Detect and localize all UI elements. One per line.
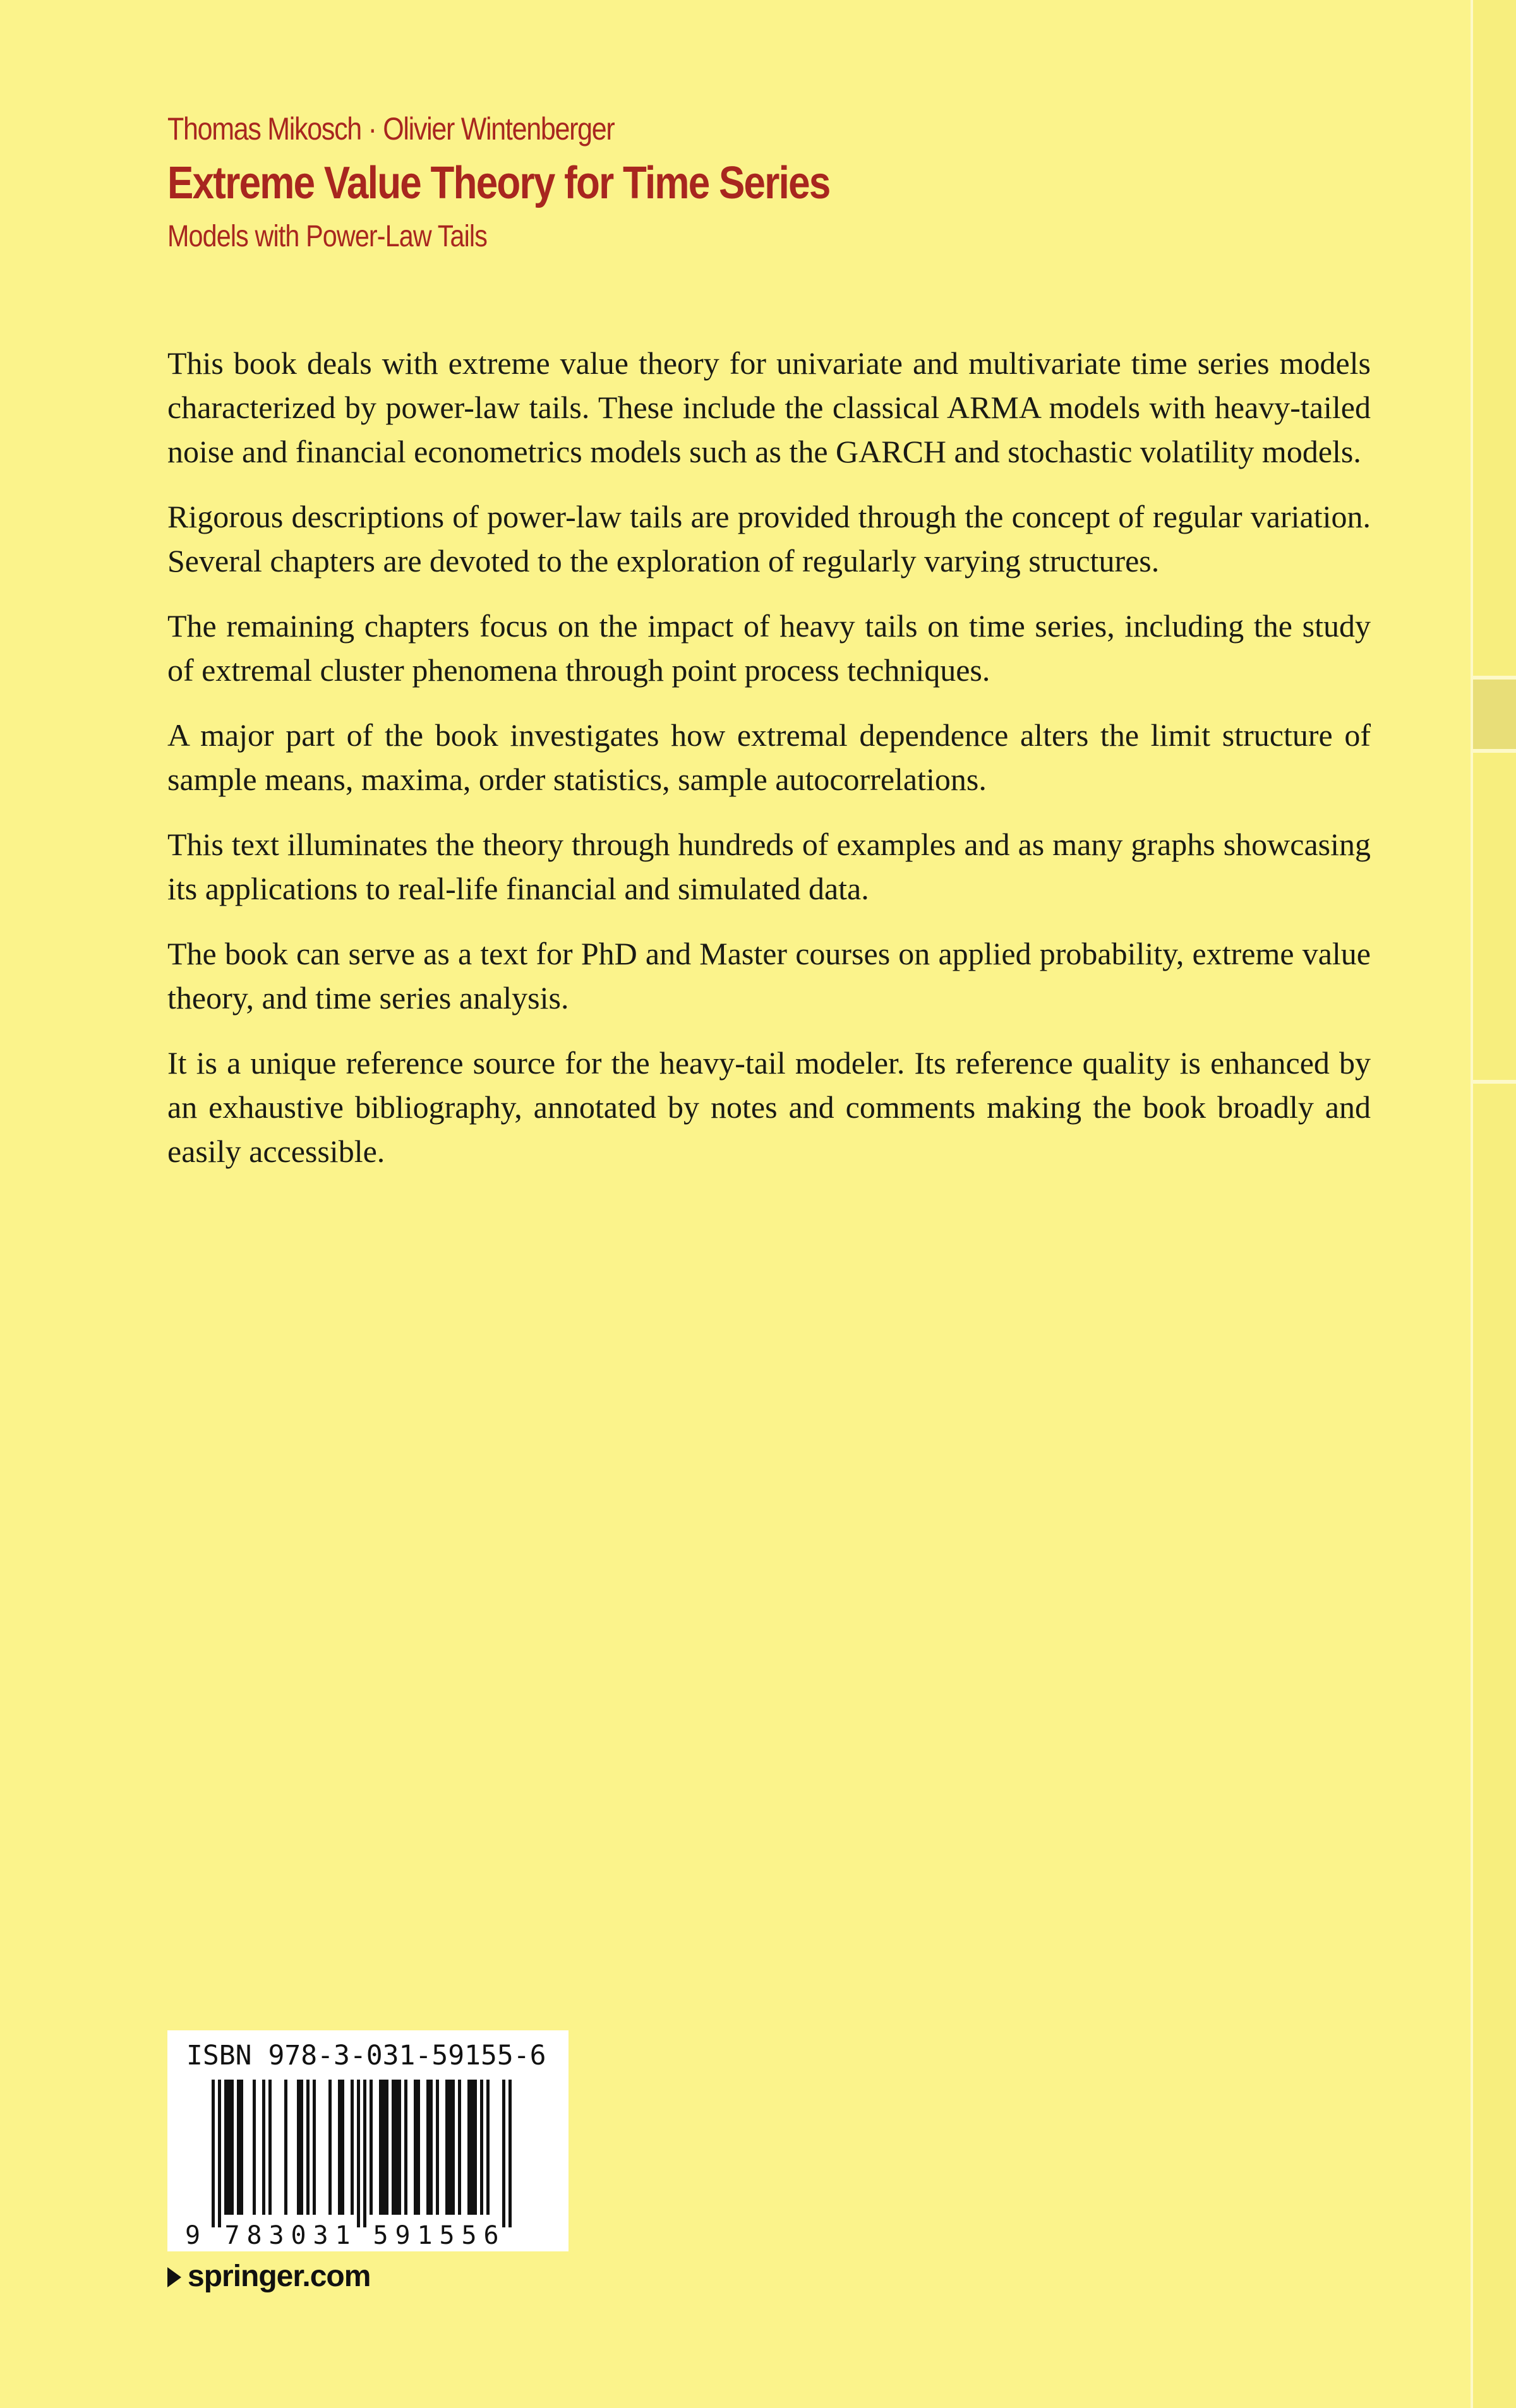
barcode-icon	[167, 2030, 568, 2251]
barcode-bar	[379, 2080, 382, 2215]
barcode-bar	[430, 2080, 433, 2215]
barcode-bar	[502, 2080, 505, 2227]
description-paragraph: Rigorous descriptions of power-law tails are provided through the concept of regular variation. Several chapters are devoted to the exploration of regularly varying structures.	[167, 499, 1371, 578]
isbn-label: ISBN 978-3-031-59155-6	[186, 2040, 546, 2071]
authors: Thomas Mikosch · Olivier Wintenberger	[167, 111, 615, 147]
barcode-bar	[486, 2080, 490, 2215]
cover-header	[167, 106, 1368, 259]
barcode-bar	[445, 2080, 448, 2215]
publisher-url: springer.com	[188, 2260, 371, 2293]
book-description	[167, 341, 1371, 1194]
description-paragraph: The remaining chapters focus on the impact of heavy tails on time series, including the study of extremal cluster phenomena through point process techniques.	[167, 608, 1371, 688]
barcode-bar	[398, 2080, 401, 2215]
barcode-bar	[218, 2080, 221, 2227]
barcode-bar	[306, 2080, 310, 2215]
barcode-bar	[253, 2080, 256, 2215]
barcode-bar	[480, 2080, 483, 2215]
barcode-bar	[395, 2080, 398, 2215]
barcode-digit: 0	[291, 2221, 306, 2250]
barcode-bar	[448, 2080, 452, 2215]
description-paragraph: This text illuminates the theory through hundreds of examples and as many graphs showcasing its applications to real-life financial and simulated data.	[167, 827, 1371, 906]
barcode-bar	[385, 2080, 388, 2215]
publisher-link[interactable]	[167, 2258, 370, 2296]
barcode-bar	[227, 2080, 231, 2215]
barcode-bar	[240, 2080, 243, 2215]
barcode-digit: 9	[184, 2221, 201, 2250]
barcode-bar	[467, 2080, 471, 2215]
barcode-bar	[452, 2080, 455, 2215]
barcode-bar	[284, 2080, 287, 2215]
barcode-bar	[370, 2080, 373, 2215]
barcode-bar	[392, 2080, 395, 2215]
barcode-digit: 7	[224, 2221, 240, 2250]
barcode-digit: 3	[268, 2221, 284, 2250]
barcode-bar	[382, 2080, 385, 2215]
barcode-bar	[341, 2080, 344, 2215]
barcode-bar	[426, 2080, 430, 2215]
book-subtitle: Models with Power-Law Tails	[167, 220, 487, 253]
barcode-bar	[224, 2080, 227, 2215]
description-paragraph: This book deals with extreme value theory for univariate and multivariate time series models characterized by power-law tails. These include the classical ARMA models with heavy-tailed noise and financial econometrics models such as the GARCH and stochastic volatility models.	[167, 345, 1371, 469]
barcode-digit: 6	[483, 2221, 499, 2250]
barcode-bar	[417, 2080, 420, 2215]
barcode-digit: 5	[373, 2221, 388, 2250]
barcode-bar	[474, 2080, 477, 2215]
barcode-bar	[300, 2080, 303, 2215]
barcode-digit: 5	[439, 2221, 455, 2250]
barcode-bar	[297, 2080, 300, 2215]
barcode-bar	[436, 2080, 439, 2215]
barcode-digit: 5	[461, 2221, 477, 2250]
barcode-digit: 1	[335, 2221, 351, 2250]
spine-edge	[1471, 0, 1516, 2408]
barcode-bar	[471, 2080, 474, 2215]
description-paragraph: A major part of the book investigates how extremal dependence alters the limit structure of sample means, maxima, order statistics, sample autocorrelations.	[167, 717, 1371, 797]
barcode-digit: 3	[313, 2221, 328, 2250]
spine-band	[1473, 676, 1516, 753]
barcode-bar	[313, 2080, 316, 2215]
barcode-bar	[212, 2080, 215, 2227]
barcode-bar	[231, 2080, 234, 2215]
spine-divider	[1473, 1080, 1516, 1084]
barcode-bar	[357, 2080, 360, 2227]
book-title: Extreme Value Theory for Time Series	[167, 158, 830, 208]
barcode-bar	[458, 2080, 461, 2215]
barcode-digit: 1	[417, 2221, 433, 2250]
barcode-bar	[363, 2080, 366, 2227]
barcode-bar	[338, 2080, 341, 2215]
barcode-bar	[414, 2080, 417, 2215]
barcode-digit: 8	[246, 2221, 262, 2250]
description-paragraph: It is a unique reference source for the heavy-tail modeler. Its reference quality is enhanced by an exhaustive bibliography, annotated by notes and comments making the book broadly and easily accessible.	[167, 1045, 1371, 1169]
barcode-bar	[237, 2080, 240, 2215]
barcode-bar	[268, 2080, 272, 2215]
barcode-bar	[262, 2080, 265, 2215]
description-paragraph: The book can serve as a text for PhD and Master courses on applied probability, extreme value theory, and time series analysis.	[167, 936, 1371, 1015]
barcode-bar	[328, 2080, 332, 2215]
barcode-digit: 9	[395, 2221, 411, 2250]
barcode-bar	[508, 2080, 512, 2227]
isbn-barcode	[167, 2030, 568, 2251]
triangle-right-icon	[167, 2267, 181, 2287]
barcode-bar	[404, 2080, 407, 2215]
barcode-bar	[351, 2080, 354, 2215]
